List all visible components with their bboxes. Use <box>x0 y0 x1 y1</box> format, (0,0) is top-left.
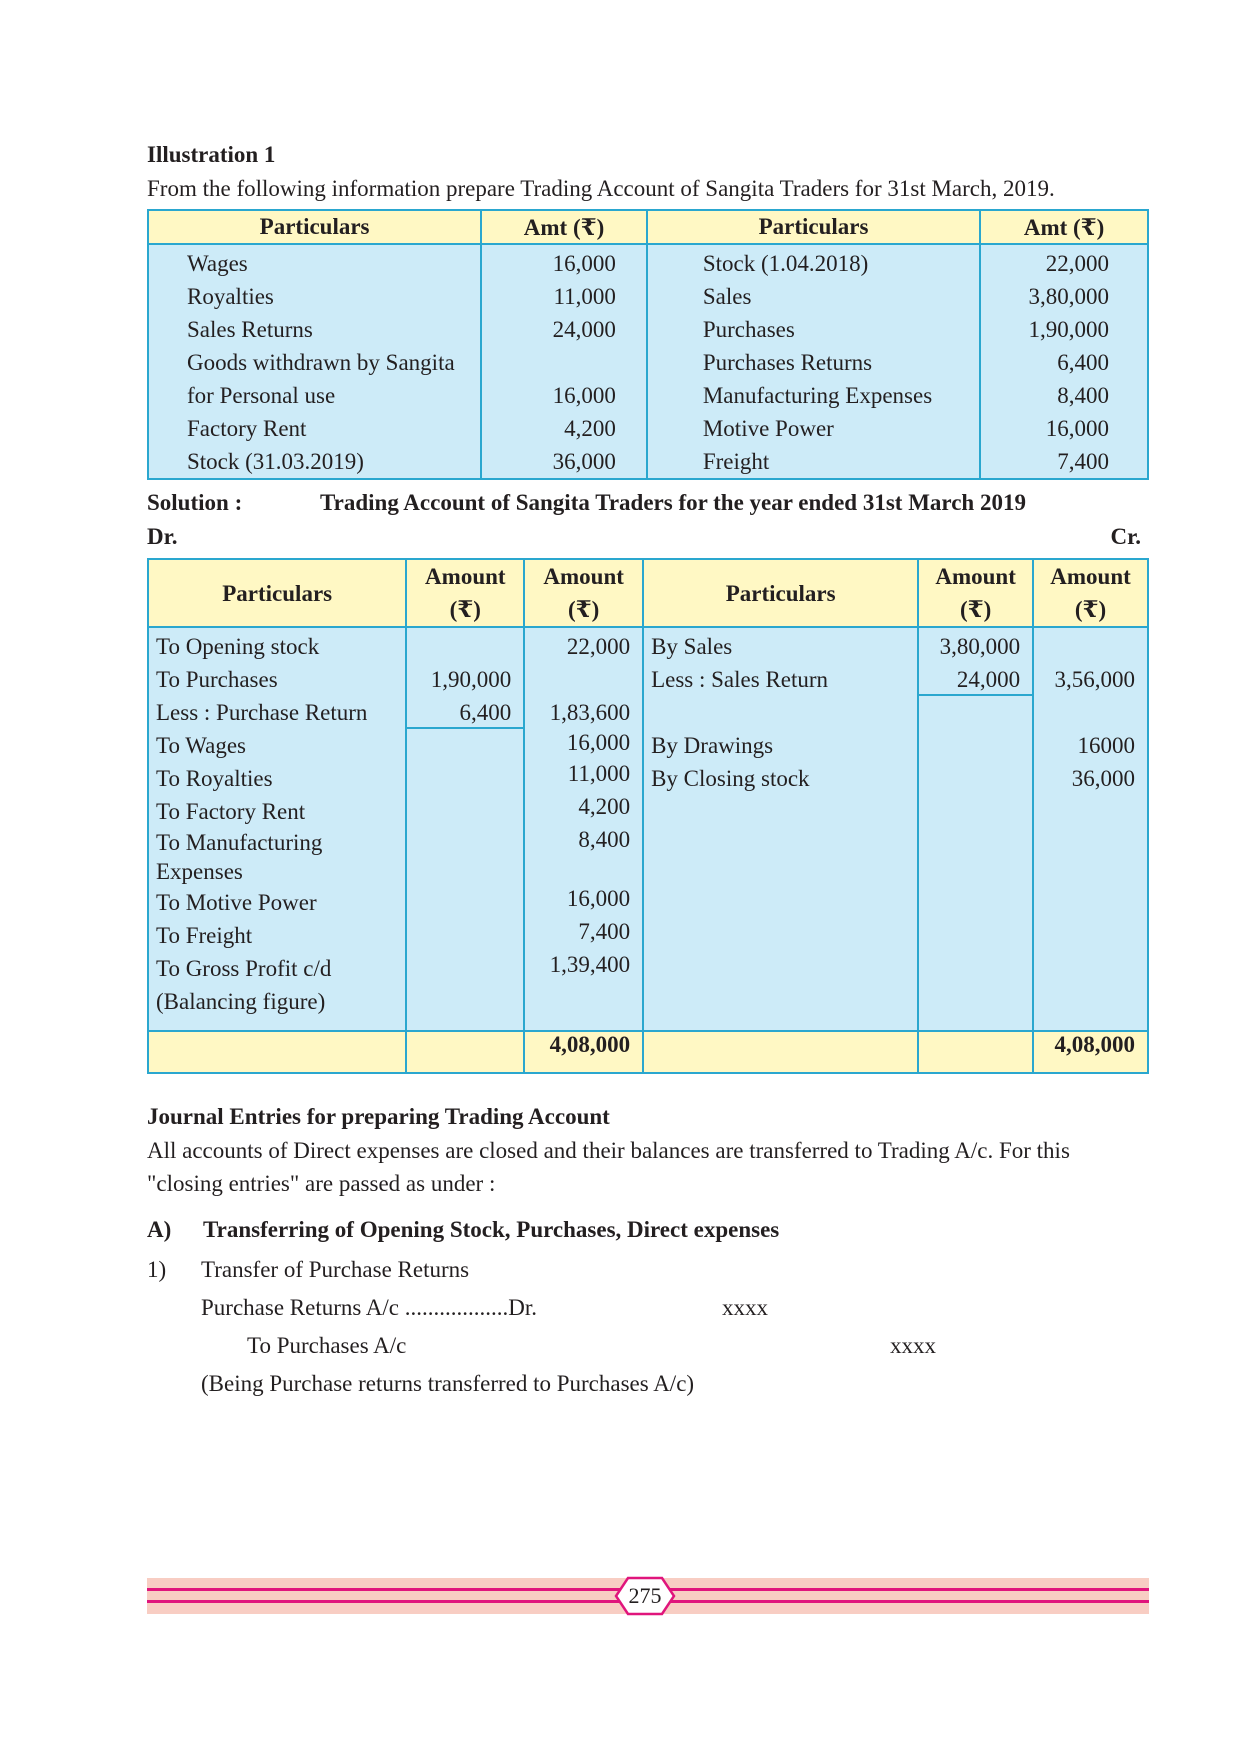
credit-outer <box>1034 696 1135 729</box>
header-particulars-right: Particulars <box>647 210 980 244</box>
credit-inner-amounts <box>918 627 1033 1031</box>
debit-row: To Wages <box>156 733 247 758</box>
solution-heading <box>147 486 1149 520</box>
debit-outer-amounts <box>524 627 643 1031</box>
section-marker: A) <box>147 1217 172 1242</box>
debit-row: Expenses <box>156 859 243 884</box>
journal-intro: All accounts of Direct expenses are closed and their balances are transferred to Trading A/c. For this "closing entries" are passed as under : <box>147 1138 1070 1196</box>
credit-outer: 16000 <box>1077 733 1135 758</box>
credit-row: By Sales <box>651 634 733 659</box>
debit-outer: 4,200 <box>578 794 631 819</box>
credit-row: Less : Sales Return <box>651 667 829 692</box>
rupee-label: (₹) <box>959 597 992 622</box>
rupee-label: (₹) <box>449 597 481 622</box>
header-dr-amount-inner <box>406 559 524 627</box>
header-cr-particulars: Particulars <box>643 559 918 627</box>
narration-row <box>147 1366 1149 1402</box>
debit-particulars <box>148 627 406 1031</box>
rupee-label: (₹) <box>1074 597 1107 622</box>
credit-particulars <box>643 627 918 1031</box>
left-item: Goods withdrawn by Sangita <box>187 350 455 375</box>
trading-account-table <box>147 558 1149 1074</box>
credit-inner: 3,80,000 <box>939 634 1021 659</box>
left-amount: 4,200 <box>564 416 616 441</box>
illustration-title: Illustration 1 <box>147 142 276 167</box>
right-item: Stock (1.04.2018) <box>702 251 869 276</box>
total-debit: 4,08,000 <box>524 1031 643 1073</box>
dr-label: Dr. <box>147 524 178 549</box>
right-item: Sales <box>702 284 752 309</box>
right-amount: 16,000 <box>1045 416 1109 441</box>
left-item: Sales Returns <box>187 317 313 342</box>
right-amount: 8,400 <box>1057 383 1109 408</box>
left-amount: 24,000 <box>552 317 616 342</box>
amount-label: Amount <box>543 564 624 589</box>
right-item: Purchases Returns <box>702 350 873 375</box>
left-amount: 16,000 <box>552 251 616 276</box>
left-amount: 11,000 <box>553 284 616 309</box>
header-amount-right: Amt (₹) <box>980 210 1148 244</box>
right-amount: 3,80,000 <box>1028 284 1109 309</box>
left-amounts <box>481 244 647 479</box>
debit-outer <box>525 663 630 696</box>
left-amount: 16,000 <box>552 383 616 408</box>
right-particulars <box>647 244 980 479</box>
left-particulars <box>148 244 481 479</box>
left-item: Royalties <box>187 284 274 309</box>
page-number-badge <box>614 1576 676 1616</box>
debit-row: (Balancing figure) <box>156 989 326 1014</box>
debit-row: To Factory Rent <box>156 799 306 824</box>
debit-outer: 16,000 <box>566 886 631 911</box>
right-amount: 1,90,000 <box>1028 317 1109 342</box>
debit-row: To Opening stock <box>156 634 320 659</box>
amount-label: Amount <box>425 564 506 589</box>
debit-row: To Freight <box>156 923 253 948</box>
total-blank <box>148 1031 406 1073</box>
credit-inner: 24,000 <box>919 663 1032 696</box>
total-blank <box>406 1031 524 1073</box>
illustration-question: From the following information prepare Trading Account of Sangita Traders for 31st March, 2019. <box>147 176 1055 201</box>
debit-inner: 1,90,000 <box>430 667 512 692</box>
entry-debit-row <box>147 1290 1149 1326</box>
debit-row: To Royalties <box>156 766 273 791</box>
credit-row: By Drawings <box>651 733 774 758</box>
entry-credit: To Purchases A/c <box>247 1333 407 1358</box>
header-cr-amount-inner <box>918 559 1033 627</box>
debit-row: To Purchases <box>156 667 278 692</box>
section-a <box>147 1212 1149 1248</box>
journal-heading: Journal Entries for preparing Trading Account <box>147 1104 610 1129</box>
amount-label: Amount <box>935 564 1016 589</box>
header-amount-left: Amt (₹) <box>481 210 647 244</box>
item-number: 1) <box>147 1257 167 1282</box>
credit-row <box>651 696 917 729</box>
header-cr-amount-outer <box>1033 559 1148 627</box>
left-item: Stock (31.03.2019) <box>187 449 364 474</box>
debit-outer: 7,400 <box>578 919 631 944</box>
total-blank <box>918 1031 1033 1073</box>
debit-outer: 1,39,400 <box>549 952 631 977</box>
entry-credit-amount: xxxx <box>890 1333 936 1358</box>
credit-outer: 36,000 <box>1071 766 1135 791</box>
header-particulars-left: Particulars <box>148 210 481 244</box>
right-amount: 7,400 <box>1057 449 1109 474</box>
credit-outer: 3,56,000 <box>1054 667 1135 692</box>
right-amounts <box>980 244 1148 479</box>
entry-credit-row <box>147 1328 1149 1364</box>
amount-label: Amount <box>1050 564 1131 589</box>
cr-label: Cr. <box>1110 524 1141 549</box>
rupee-label: (₹) <box>568 597 600 622</box>
narration: (Being Purchase returns transferred to Purchases A/c) <box>201 1371 695 1396</box>
left-item: Wages <box>187 251 248 276</box>
debit-outer <box>525 856 630 882</box>
credit-outer <box>1034 630 1135 663</box>
debit-inner <box>407 630 523 663</box>
left-amount: 36,000 <box>552 449 616 474</box>
section-title: Transferring of Opening Stock, Purchases, Direct expenses <box>203 1217 780 1242</box>
debit-inner-amounts <box>406 627 524 1031</box>
item-1 <box>147 1252 1149 1288</box>
total-blank <box>643 1031 918 1073</box>
header-dr-particulars: Particulars <box>148 559 406 627</box>
total-credit: 4,08,000 <box>1033 1031 1148 1073</box>
credit-outer-amounts <box>1033 627 1148 1031</box>
right-item: Purchases <box>702 317 795 342</box>
header-dr-amount-outer <box>524 559 643 627</box>
dr-cr-row <box>147 520 1149 552</box>
debit-row: To Motive Power <box>156 890 317 915</box>
right-amount: 22,000 <box>1045 251 1109 276</box>
solution-label: Solution : <box>147 490 243 515</box>
item-title: Transfer of Purchase Returns <box>201 1257 470 1282</box>
left-amount <box>482 346 616 379</box>
debit-outer: 22,000 <box>566 634 631 659</box>
information-table <box>147 209 1149 480</box>
solution-title: Trading Account of Sangita Traders for the year ended 31st March 2019 <box>320 490 1026 515</box>
debit-outer: 16,000 <box>566 730 631 755</box>
debit-outer: 8,400 <box>578 827 631 852</box>
debit-row: Less : Purchase Return <box>156 700 368 725</box>
page-content <box>147 140 1149 1402</box>
entry-debit-amount: xxxx <box>722 1295 768 1320</box>
right-item: Freight <box>702 449 770 474</box>
left-item: for Personal use <box>187 383 336 408</box>
right-item: Manufacturing Expenses <box>702 383 933 408</box>
page-number: 275 <box>628 1583 662 1608</box>
credit-row: By Closing stock <box>651 766 810 791</box>
right-amount: 6,400 <box>1057 350 1109 375</box>
right-item: Motive Power <box>702 416 834 441</box>
debit-inner: 6,400 <box>407 696 523 729</box>
debit-outer: 11,000 <box>567 761 631 786</box>
entry-debit: Purchase Returns A/c ..................Dr. <box>201 1295 538 1320</box>
debit-row: To Manufacturing <box>156 830 323 855</box>
left-item: Factory Rent <box>187 416 307 441</box>
debit-row: To Gross Profit c/d <box>156 956 332 981</box>
debit-outer: 1,83,600 <box>549 700 631 725</box>
